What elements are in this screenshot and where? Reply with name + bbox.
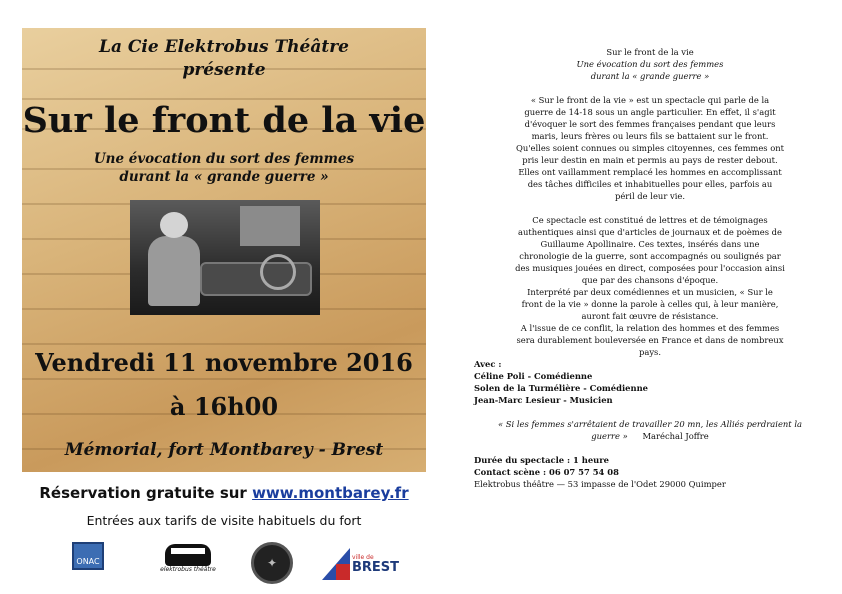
onac-logo-box: ONAC	[72, 542, 104, 570]
reservation-prefix: Réservation gratuite sur	[39, 484, 253, 502]
subtitle-line-2: durant la « grande guerre »	[119, 169, 329, 185]
description-title-block	[470, 46, 830, 82]
paragraph-line: guerre de 14-18 sous un angle particulier. En effet, il s'agit	[524, 107, 776, 117]
quote-author: Maréchal Joffre	[642, 431, 709, 441]
show-subtitle	[22, 150, 426, 186]
prices-text: Entrées aux tarifs de visite habituels du fort	[86, 513, 362, 528]
photo-machine-wheel	[260, 254, 296, 290]
memorial-seal-logo	[250, 540, 294, 586]
address: Elektrobus théâtre — 53 impasse de l'Odet 29000 Quimper	[474, 479, 726, 489]
photo-woman-body	[148, 236, 200, 306]
description-column	[470, 46, 830, 490]
historical-photo	[130, 200, 320, 315]
poster	[22, 28, 426, 472]
paragraph-line: sera durablement bouleversée en France et dans de nombreux	[516, 335, 784, 345]
company-name: La Cie Elektrobus Théâtre	[99, 37, 349, 57]
event-date: Vendredi 11 novembre 2016	[35, 348, 413, 377]
subtitle-line-1: Une évocation du sort des femmes	[93, 151, 355, 167]
brest-logo	[322, 540, 398, 586]
brest-logo-name: BREST	[352, 560, 400, 575]
elektrobus-logo	[160, 540, 216, 586]
paragraph-line: d'évoquer le sort des femmes françaises pendant que leurs	[524, 119, 776, 129]
paragraph-line: péril de leur vie.	[614, 191, 686, 201]
paragraph-line: authentiques ainsi que d'articles de journaux et de poèmes de	[518, 227, 782, 237]
quote-end: guerre »	[591, 431, 628, 441]
quote-line-1: « Si les femmes s'arrêtaient de travailler 20 mn, les Alliés perdraient la	[498, 419, 802, 429]
description-subtitle-2: durant la « grande guerre »	[590, 71, 710, 81]
duration: Durée du spectacle : 1 heure	[474, 455, 610, 465]
description-paragraph-1	[470, 94, 830, 202]
paragraph-line: des musiques jouées en direct, composées pour l'occasion ainsi	[515, 263, 785, 273]
paragraph-line: « Sur le front de la vie » est un spectacle qui parle de la	[530, 95, 770, 105]
paragraph-line: pays.	[638, 347, 662, 357]
quote-block	[470, 418, 830, 442]
reservation-link[interactable]: www.montbarey.fr	[252, 484, 409, 502]
paragraph-line: Ce spectacle est constitué de lettres et de témoignages	[532, 215, 768, 225]
event-time: à 16h00	[169, 392, 279, 421]
onac-logo	[70, 540, 106, 586]
reservation-line	[22, 484, 426, 502]
cast-member: Solen de la Turmélière - Comédienne	[474, 383, 648, 393]
paragraph-line: Qu'elles soient connues ou simples citoyennes, ces femmes ont	[515, 143, 785, 153]
paragraph-line: Interprété par deux comédiennes et un musicien, « Sur le	[527, 287, 773, 297]
quote-line-2	[470, 430, 830, 442]
seal-icon: ✦	[251, 542, 293, 584]
elektrobus-logo-label: elektrobus théâtre	[160, 566, 216, 573]
paragraph-line: Elles ont vaillamment remplacé les hommes en accomplissant	[518, 167, 782, 177]
cast-block	[470, 358, 830, 406]
event-venue: Mémorial, fort Montbarey - Brest	[64, 440, 384, 460]
photo-woman-head	[160, 212, 188, 238]
description-title: Sur le front de la vie	[606, 47, 694, 57]
paragraph-line: front de la vie » donne la parole à celles qui, à leur manière,	[521, 299, 779, 309]
bus-icon	[165, 544, 211, 566]
contact: Contact scène : 06 07 57 54 08	[474, 467, 619, 477]
cast-header: Avec :	[474, 359, 502, 369]
partner-logos	[60, 540, 420, 586]
description-paragraph-2	[470, 214, 830, 358]
paragraph-line: A l'issue de ce conflit, la relation des hommes et des femmes	[520, 323, 780, 333]
cast-member: Céline Poli - Comédienne	[474, 371, 593, 381]
paragraph-line: auront fait œuvre de résistance.	[581, 311, 719, 321]
photo-window	[240, 206, 300, 246]
cast-member: Jean-Marc Lesieur - Musicien	[474, 395, 613, 405]
paragraph-line: des tâches difficiles et inhabituelles pour elles, parfois au	[527, 179, 773, 189]
show-title: Sur le front de la vie	[22, 100, 426, 141]
brest-flag-red	[336, 564, 350, 580]
details-block	[470, 454, 830, 490]
paragraph-line: Guillaume Apollinaire. Ces textes, insérés dans une	[540, 239, 760, 249]
description-subtitle-1: Une évocation du sort des femmes	[576, 59, 724, 69]
paragraph-line: pris leur destin en main et permis au pays de rester debout.	[522, 155, 778, 165]
brest-logo-ville: ville de	[352, 554, 374, 561]
paragraph-line: que par des chansons d'époque.	[581, 275, 719, 285]
paragraph-line: maris, leurs frères ou leurs fils se battaient sur le front.	[531, 131, 769, 141]
presents-text: présente	[182, 60, 266, 80]
paragraph-line: chronologie de la guerre, sont accompagnés ou soulignés par	[519, 251, 781, 261]
